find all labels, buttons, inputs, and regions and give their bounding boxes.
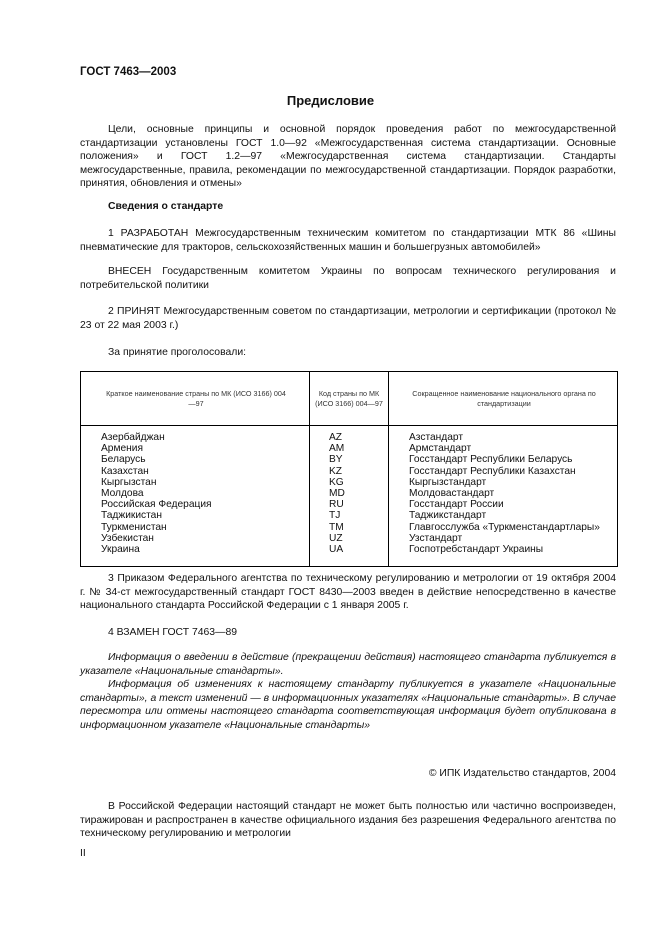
standards-body-cell: Молдовастандарт bbox=[409, 488, 495, 500]
country-code-cell: TM bbox=[329, 521, 344, 533]
standards-body-column bbox=[409, 432, 600, 555]
column-divider bbox=[309, 372, 310, 566]
country-name-cell: Казахстан bbox=[101, 465, 149, 477]
vote-table bbox=[80, 371, 618, 567]
item-3-order: 3 Приказом Федерального агентства по техническому регулированию и метрологии от 19 октября 2004 г. № 34-ст межгосударственный стандарт ГОСТ 8430—2003 введен в действие непосредственно в качестве национального стандарта Российской Федерации с 1 января 2005 г. bbox=[80, 573, 616, 612]
info-changes-note: Информация об изменениях к настоящему стандарту публикуется в указателе «Национальные стандарты», а текст изменений — в информационных указателях «Национальные стандарты». В случае пересмотра или отмены настоящего стандарта соответствующая информация будет опубликована в информационном указателе «Национальные стандарты» bbox=[80, 679, 616, 731]
country-code-cell: BY bbox=[329, 454, 343, 466]
country-name-cell: Молдова bbox=[101, 488, 144, 500]
country-name-cell: Армения bbox=[101, 443, 143, 455]
standards-body-cell: Кыргызстандарт bbox=[409, 476, 487, 488]
item-2-adopted: 2 ПРИНЯТ Межгосударственным советом по стандартизации, метрологии и сертификации (протокол № 23 от 22 мая 2003 г.) bbox=[80, 306, 616, 331]
standards-body-cell: Главгосслужба «Туркменстандартлары» bbox=[409, 521, 600, 533]
document-id: ГОСТ 7463—2003 bbox=[80, 66, 177, 78]
standards-body-cell: Таджикстандарт bbox=[409, 510, 487, 522]
header-standards-body: Сокращенное наименование национального органа по стандартизации bbox=[412, 388, 596, 408]
country-code-cell: KG bbox=[329, 476, 344, 488]
page-title: Предисловие bbox=[286, 93, 375, 108]
vote-intro: За принятие проголосовали: bbox=[108, 347, 247, 358]
standards-body-cell: Госстандарт России bbox=[409, 499, 504, 511]
column-divider bbox=[388, 372, 389, 566]
country-code-column bbox=[329, 432, 345, 555]
country-code-cell: AM bbox=[329, 443, 345, 455]
info-introduction-note: Информация о введении в действие (прекращении действия) настоящего стандарта публикуется в указателе «Национальные стандарты». bbox=[80, 652, 616, 677]
header-country-code: Код страны по МК (ИСО 3166) 004—97 bbox=[315, 388, 383, 408]
country-name-column bbox=[101, 432, 212, 555]
country-name-cell: Узбекистан bbox=[101, 532, 154, 544]
country-code-cell: KZ bbox=[329, 465, 343, 477]
country-name-cell: Азербайджан bbox=[101, 432, 165, 443]
page-number: II bbox=[80, 848, 86, 859]
standards-body-cell: Азстандарт bbox=[409, 432, 464, 443]
country-name-cell: Украина bbox=[101, 544, 140, 556]
legal-notice: В Российской Федерации настоящий стандарт не может быть полностью или частично воспроизведен, тиражирован и распространен в качестве официального издания без разрешения Федерального агентства по техническому регулированию и метрологии bbox=[80, 801, 616, 840]
item-4-replaces: 4 ВЗАМЕН ГОСТ 7463—89 bbox=[108, 627, 238, 638]
header-country-name: Краткое наименование страны по МК (ИСО 3166) 004—97 bbox=[106, 388, 286, 408]
standards-body-cell: Госстандарт Республики Беларусь bbox=[409, 454, 573, 466]
country-code-cell: UA bbox=[329, 544, 344, 556]
country-name-cell: Туркменистан bbox=[101, 521, 167, 533]
copyright: © ИПК Издательство стандартов, 2004 bbox=[428, 768, 616, 779]
item-1-developed: 1 РАЗРАБОТАН Межгосударственным техническим комитетом по стандартизации МТК 86 «Шины пневматические для тракторов, сельскохозяйственных машин и большегрузных автомобилей» bbox=[80, 228, 616, 253]
country-code-cell: UZ bbox=[329, 532, 343, 544]
country-name-cell: Кыргызстан bbox=[101, 476, 157, 488]
item-1-submitted: ВНЕСЕН Государственным комитетом Украины по вопросам технического регулирования и потребительской политики bbox=[80, 266, 616, 291]
country-name-cell: Беларусь bbox=[101, 454, 146, 466]
country-code-cell: RU bbox=[329, 499, 344, 511]
country-code-cell: MD bbox=[329, 488, 345, 500]
standards-body-cell: Армстандарт bbox=[409, 443, 472, 455]
section-heading: Сведения о стандарте bbox=[108, 201, 224, 212]
country-code-cell: TJ bbox=[329, 510, 341, 522]
standards-body-cell: Узстандарт bbox=[409, 532, 463, 544]
country-name-cell: Российская Федерация bbox=[101, 499, 212, 511]
standards-body-cell: Госстандарт Республики Казахстан bbox=[409, 465, 576, 477]
intro-paragraph: Цели, основные принципы и основной порядок проведения работ по межгосударственной стандартизации установлены ГОСТ 1.0—92 «Межгосударственная система стандартизации. Основные положения» и ГОСТ 1.2—97 «Межгосударственная система стандартизации. Стандарты межгосударственные, правила, рекомендации по межгосударственной стандартизации. Порядок разработки, принятия, обновления и отмены» bbox=[80, 124, 616, 190]
country-name-cell: Таджикистан bbox=[101, 510, 162, 522]
standards-body-cell: Госпотребстандарт Украины bbox=[409, 544, 544, 556]
country-code-cell: AZ bbox=[329, 432, 343, 443]
